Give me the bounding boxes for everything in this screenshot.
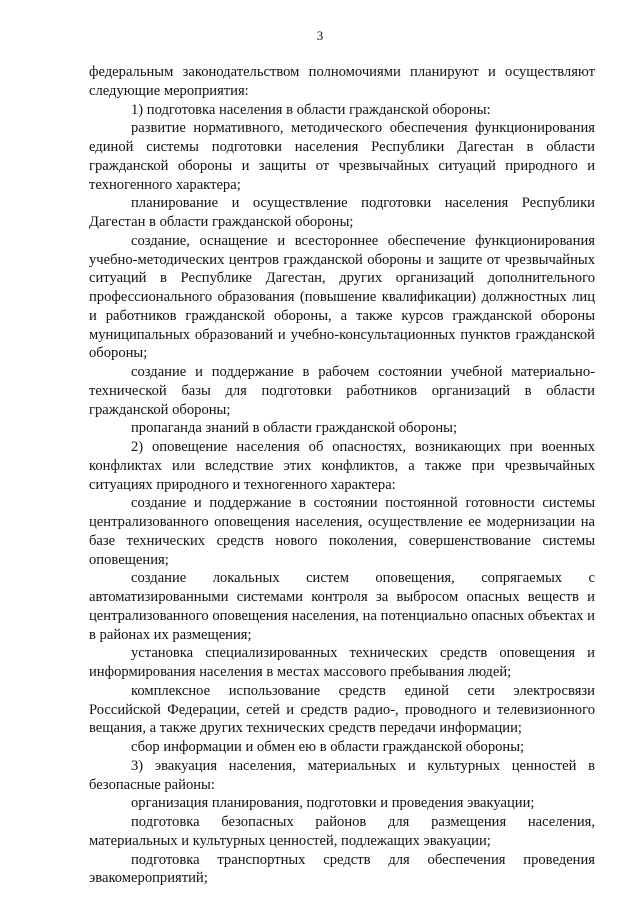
paragraph: развитие нормативного, методического обеспечения функционирования единой системы подготовки населения Республики Дагестан в области гражданской обороны и защиты от чрезвычайных ситуаций природного и техногенного характера;	[89, 120, 595, 193]
paragraph: подготовка транспортных средств для обеспечения проведения эвакомероприятий;	[89, 851, 595, 887]
paragraph: планирование и осуществление подготовки населения Республики Дагестан в области гражданской обороны;	[89, 195, 595, 230]
section-heading-population-warning: 2) оповещение населения об опасностях, возникающих при военных конфликтах или вследствие этих конфликтов, а также при чрезвычайных ситуациях природного и техногенного характера:	[89, 439, 595, 493]
paragraph: создание и поддержание в рабочем состоянии учебной материально-технической базы для подготовки работников организаций в области гражданской обороны;	[89, 364, 595, 418]
page-number: 3	[316, 28, 324, 43]
paragraph: создание локальных систем оповещения, сопрягаемых с автоматизированными системами контроля за выбросом опасных веществ и централизованного оповещения населения, на потенциально опасных объектах и в районах их размещения;	[89, 570, 595, 643]
paragraph: организация планирования, подготовки и проведения эвакуации;	[131, 795, 535, 812]
paragraph-continuation: федеральным законодательством полномочиями планируют и осуществляют следующие мероприятия:	[89, 64, 595, 99]
section-heading-civil-defense-training: 1) подготовка населения в области гражданской обороны:	[131, 101, 491, 118]
paragraph: создание, оснащение и всестороннее обеспечение функционирования учебно-методических центров гражданской обороны и защите от чрезвычайных ситуаций в Республике Дагестан, других организаций дополнительного профессионального образования (повышение квалификации) должностных лиц и работников гражданской обороны, а также курсов гражданской обороны муниципальных образований и учебно-консультационных пунктов гражданской обороны;	[89, 232, 595, 362]
paragraph: пропаганда знаний в области гражданской обороны;	[131, 420, 458, 437]
paragraph: создание и поддержание в состоянии постоянной готовности системы централизованного оповещения населения, осуществление ее модернизации на базе технических средств нового поколения, совершенствование системы оповещения;	[89, 495, 595, 568]
paragraph: установка специализированных технических средств оповещения и информирования населения в местах массового пребывания людей;	[89, 645, 595, 680]
document-body	[89, 63, 595, 888]
paragraph: комплексное использование средств единой сети электросвязи Российской Федерации, сетей и средств радио-, проводного и телевизионного вещания, а также других технических средств передачи информации;	[89, 682, 595, 737]
paragraph: подготовка безопасных районов для размещения населения, материальных и культурных ценностей, подлежащих эвакуации;	[89, 814, 595, 849]
section-heading-evacuation: 3) эвакуация населения, материальных и культурных ценностей в безопасные районы:	[89, 757, 595, 793]
paragraph: сбор информации и обмен ею в области гражданской обороны;	[131, 739, 525, 755]
